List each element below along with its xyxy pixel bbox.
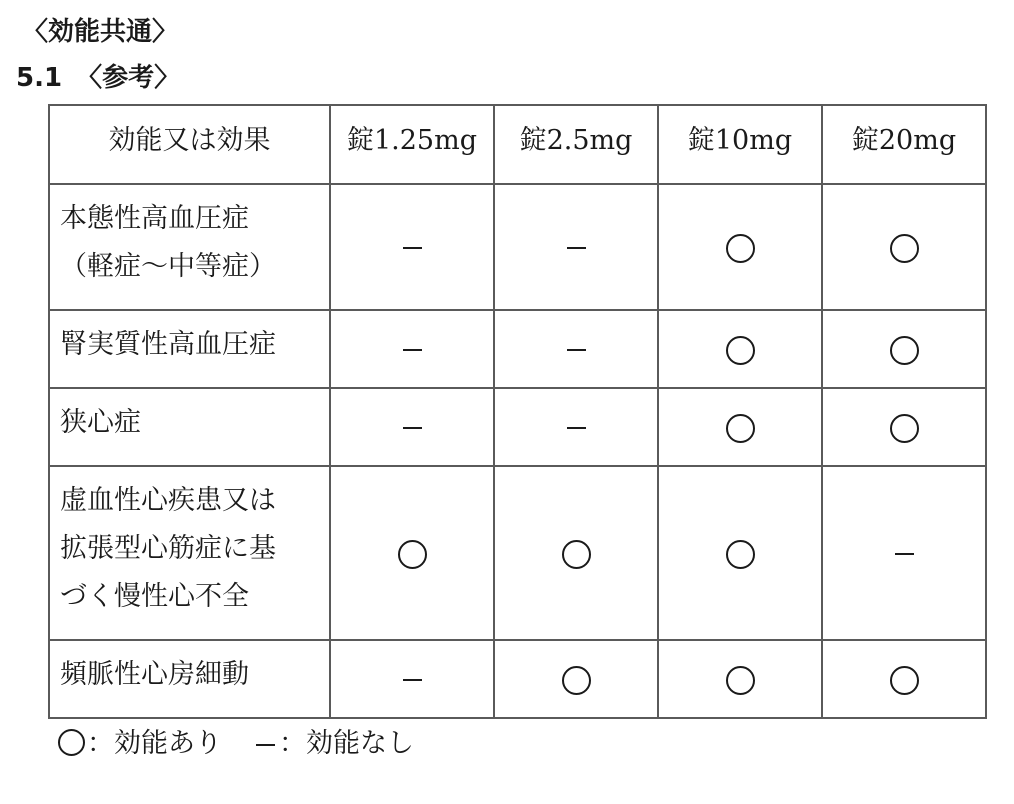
header-indication: 効能又は効果 xyxy=(49,105,330,184)
circle-mark-icon xyxy=(890,414,919,443)
table-row xyxy=(49,388,986,466)
table-row xyxy=(49,466,986,640)
legend-circle-text: ：効能あり xyxy=(87,728,222,759)
heading-common: 〈効能共通〉 xyxy=(22,17,179,47)
circle-mark-icon xyxy=(398,540,427,569)
indication-cell xyxy=(49,640,330,718)
header-tab-1-25mg: 錠1.25mg xyxy=(330,105,494,184)
indication-line: （軽症～中等症） xyxy=(60,251,276,282)
dash-mark-icon xyxy=(403,679,422,681)
section-heading xyxy=(16,58,180,98)
efficacy-cell xyxy=(658,310,822,388)
efficacy-cell xyxy=(822,310,986,388)
efficacy-cell xyxy=(658,184,822,310)
header-tab-20mg: 錠20mg xyxy=(822,105,986,184)
efficacy-cell xyxy=(494,184,658,310)
efficacy-cell xyxy=(494,310,658,388)
dash-mark-icon xyxy=(895,553,914,555)
header-tab-10mg: 錠10mg xyxy=(658,105,822,184)
efficacy-cell xyxy=(330,466,494,640)
circle-mark-icon xyxy=(726,540,755,569)
indication-line: 狭心症 xyxy=(60,407,141,438)
circle-mark-icon xyxy=(726,336,755,365)
efficacy-cell xyxy=(330,310,494,388)
section-number: 5.1 xyxy=(16,63,63,93)
dash-mark-icon xyxy=(256,744,275,746)
efficacy-cell xyxy=(822,640,986,718)
indication-line: 腎実質性高血圧症 xyxy=(60,329,276,360)
dash-mark-icon xyxy=(403,427,422,429)
circle-mark-icon xyxy=(562,540,591,569)
efficacy-cell xyxy=(658,388,822,466)
table-row xyxy=(49,640,986,718)
efficacy-cell xyxy=(822,466,986,640)
header-tab-2-5mg: 錠2.5mg xyxy=(494,105,658,184)
indication-line: 拡張型心筋症に基 xyxy=(60,533,276,564)
efficacy-cell xyxy=(330,640,494,718)
indication-line: 本態性高血圧症 xyxy=(60,203,249,234)
circle-mark-icon xyxy=(58,729,85,756)
circle-mark-icon xyxy=(726,234,755,263)
dash-mark-icon xyxy=(567,427,586,429)
efficacy-cell xyxy=(658,640,822,718)
circle-mark-icon xyxy=(726,666,755,695)
efficacy-cell xyxy=(330,184,494,310)
efficacy-cell xyxy=(658,466,822,640)
dash-mark-icon xyxy=(403,349,422,351)
table-row xyxy=(49,184,986,310)
efficacy-cell xyxy=(494,388,658,466)
indication-cell xyxy=(49,310,330,388)
indication-cell xyxy=(49,466,330,640)
legend xyxy=(58,724,414,764)
efficacy-cell xyxy=(494,640,658,718)
legend-dash-text: ：効能なし xyxy=(279,728,414,759)
efficacy-table xyxy=(48,104,987,719)
indication-line: 虚血性心疾患又は xyxy=(60,485,276,516)
circle-mark-icon xyxy=(890,234,919,263)
table-header-row xyxy=(49,105,986,184)
efficacy-cell xyxy=(494,466,658,640)
circle-mark-icon xyxy=(890,666,919,695)
efficacy-cell xyxy=(822,388,986,466)
indication-cell xyxy=(49,184,330,310)
table-row xyxy=(49,310,986,388)
efficacy-cell xyxy=(330,388,494,466)
section-title: 〈参考〉 xyxy=(76,63,181,93)
circle-mark-icon xyxy=(890,336,919,365)
efficacy-cell xyxy=(822,184,986,310)
indication-line: 頻脈性心房細動 xyxy=(60,659,249,690)
indication-line: づく慢性心不全 xyxy=(60,581,249,612)
dash-mark-icon xyxy=(567,247,586,249)
indication-cell xyxy=(49,388,330,466)
dash-mark-icon xyxy=(403,247,422,249)
dash-mark-icon xyxy=(567,349,586,351)
circle-mark-icon xyxy=(562,666,591,695)
circle-mark-icon xyxy=(726,414,755,443)
